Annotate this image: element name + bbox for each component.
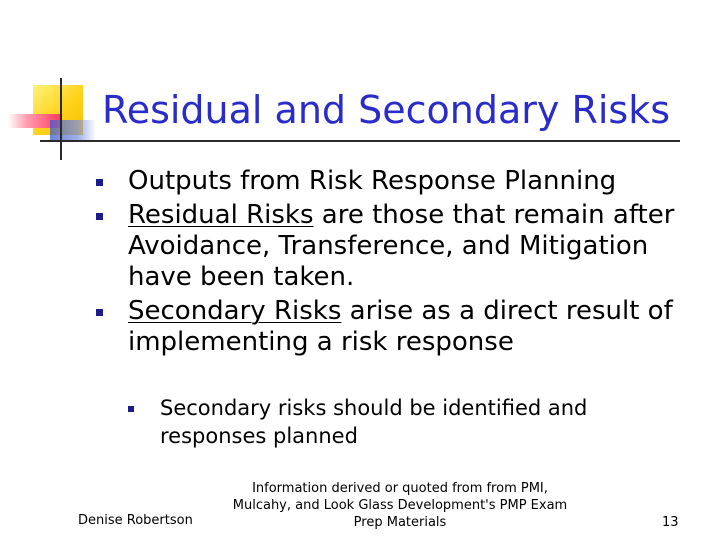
bullet-item [96,200,696,293]
bullet-term: Residual Risks [128,200,314,230]
square-bullet-icon [128,406,134,412]
square-bullet-icon [96,213,103,220]
bullet-text: arise as a direct result of implementing a risk response [128,296,673,357]
footer-source-line: Information derived or quoted from from PMI, [252,481,548,496]
sub-bullet-text: Secondary risks should be identified and responses planned [160,396,588,448]
bullet-list [96,166,696,361]
footer-source [230,480,570,531]
bullet-item [96,166,696,197]
logo-blue-bar [50,120,96,142]
bullet-text: Outputs from Risk Response Planning [128,166,617,196]
title-underline-rule [40,140,680,142]
square-bullet-icon [96,309,103,316]
page-number: 13 [662,515,679,530]
sub-bullet-list [128,394,688,450]
footer-source-line: Mulcahy, and Look Glass Development's PMP Exam [232,498,568,513]
bullet-text: are those that remain after Avoidance, Transference, and Mitigation have been taken. [128,200,675,292]
slide-title: Residual and Secondary Risks [102,88,671,132]
sub-bullet-item [128,394,688,450]
bullet-item [96,296,696,358]
logo-vertical-line [60,78,62,160]
footer-source-line: Prep Materials [353,515,447,530]
footer-author: Denise Robertson [78,513,193,528]
bullet-term: Secondary Risks [128,296,342,326]
square-bullet-icon [96,179,103,186]
